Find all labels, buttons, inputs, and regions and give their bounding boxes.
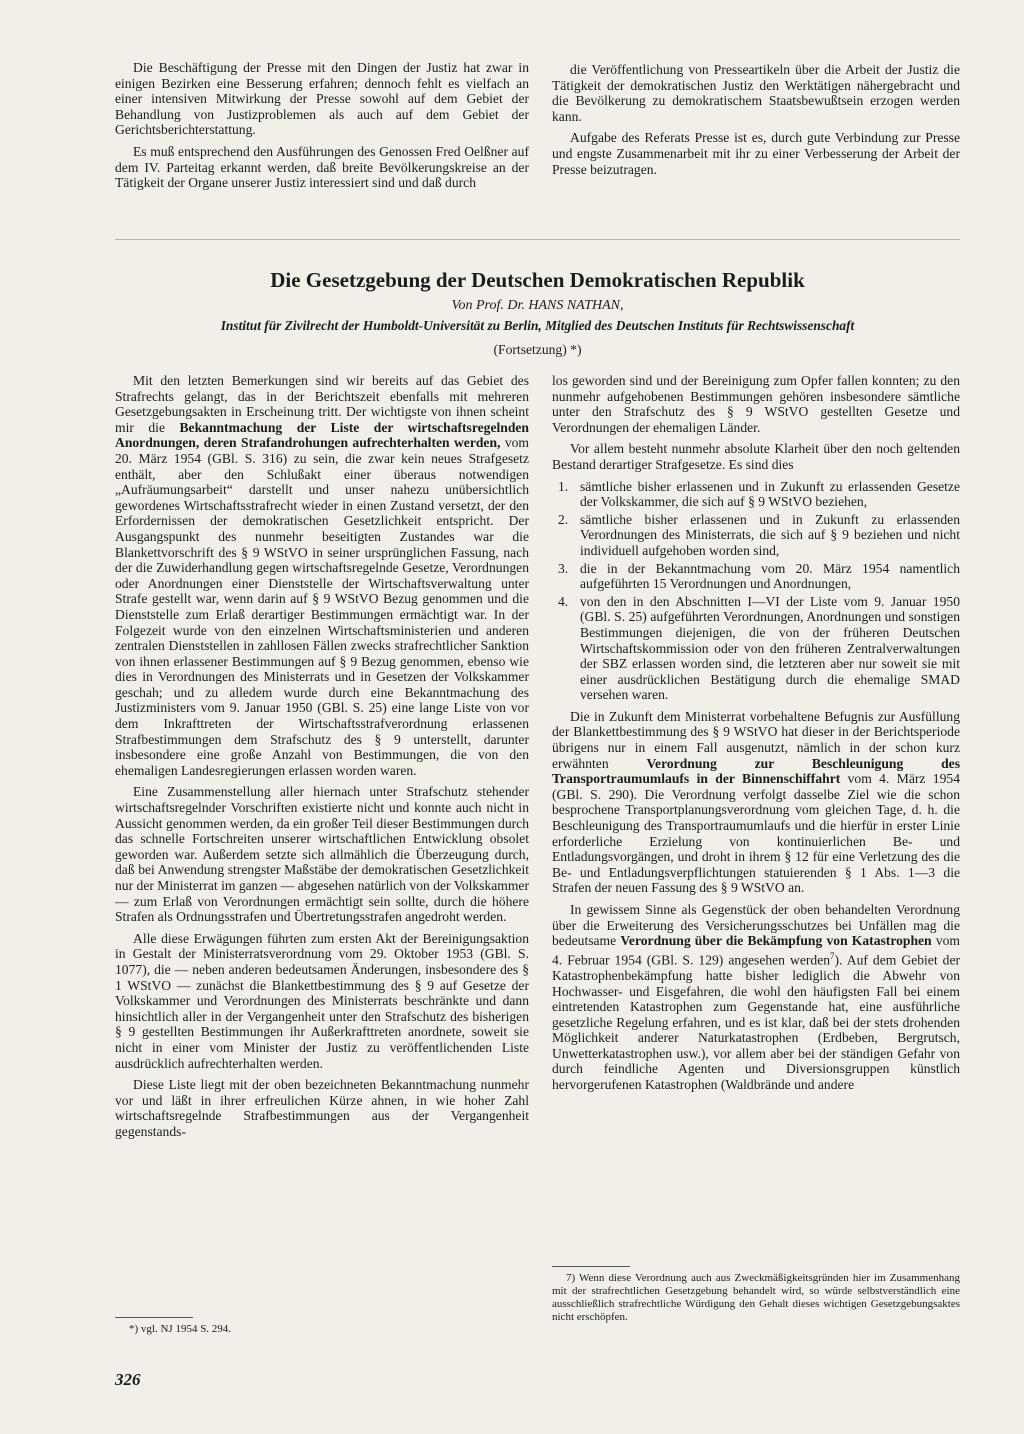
- paragraph: In gewissem Sinne als Gegenstück der oben behandelten Verordnung über die Erweiterung des Versicherungsschutzes bei Unfällen mag die bedeutsame Verordnung über die Bekämpfung von Katastrophen vom 4. Februar 1954 (GBl. S. 129) angesehen werden$^7$). Auf dem Gebiet der Katastrophenbekämpfung hatte bisher lediglich die Abwehr von Hochwasser- und Eisgefahren, die wohl den häufigsten Fall bei einem eintretenden Katastrophen zum Gegenstande hat, eine ausführliche gesetzliche Regelung erfahren, und es ist klar, daß bei der stets drohenden Möglichkeit anderer Naturkatastrophen (Erdbeben, Bergrutsch, Unwetterkatastrophen usw.), vor allem aber bei der ständigen Gefahr von durch feindliche Agenten und Diversionsgruppen künstlich hervorgerufenen Katastrophen (Waldbrände und andere: [552, 902, 961, 1093]
- paragraph: Es muß entsprechend den Ausführungen des Genossen Fred Oelßner auf dem IV. Parteitag erkannt werden, daß breite Bevölkerungskreise an der Tätigkeit der Organe unserer Justiz interessiert sind und daß durch: [115, 143, 529, 191]
- paragraph: Die Beschäftigung der Presse mit den Dingen der Justiz hat zwar in einigen Bezirken eine Besserung erfahren; dennoch fehlt es vielfach an einer intensiven Mitwirkung der Presse sowohl auf dem Gebiet der Behandlung von Justizproblemen als auch auf dem Gebiet der Gerichtsberichterstattung.: [115, 60, 529, 138]
- page-number: 326: [115, 1370, 141, 1389]
- paragraph: Diese Liste liegt mit der oben bezeichneten Bekanntmachung nunmehr vor und läßt in ihrer erfreulichen Kürze ahnen, in wie hoher Zahl wirtschaftsregelnde Strafbestimmungen aus der Vergangenheit gegenstands-: [115, 1077, 529, 1139]
- footnote: 7) Wenn diese Verordnung auch aus Zweckmäßigkeitsgründen hier im Zusammenhang mit der strafrechtlichen Gesetzgebung behandelt wird, so würde selbstverständlich eine ausschließlich strafrechtliche Würdigung den Gehalt dieses wichtigen Gesetzgebungsaktes nicht erschöpfen.: [552, 1272, 960, 1323]
- author-affiliation: Institut für Zivilrecht der Humboldt-Universität zu Berlin, Mitglied des Deutschen Instituts für Rechtswissenschaft: [220, 318, 855, 333]
- paragraph: Vor allem besteht nunmehr absolute Klarheit über den noch geltenden Bestand derartiger Strafgesetze. Es sind dies: [552, 441, 960, 472]
- numbered-list: [552, 479, 960, 703]
- top-right-column: [552, 62, 960, 183]
- article-left-column: [115, 373, 529, 1146]
- footnote-divider: [115, 1317, 193, 1318]
- paragraph: Aufgabe des Referats Presse ist es, durch gute Verbindung zur Presse und engste Zusammenarbeit mit ihr zu einer Verbesserung der Arbeit der Presse beizutragen.: [552, 130, 960, 177]
- article-right-column: [552, 373, 960, 1099]
- continuation-note: (Fortsetzung) *): [493, 342, 582, 357]
- paragraph: die Veröffentlichung von Presseartikeln über die Arbeit der Justiz die Tätigkeit der demokratischen Justiz den Werktätigen nähergebracht und die Bevölkerung zu demokratischem Staatsbewußtsein erzogen werden kann.: [552, 62, 960, 124]
- footnote: *) vgl. NJ 1954 S. 294.: [129, 1323, 232, 1335]
- list-item: 1. sämtliche bisher erlassenen und in Zukunft zu erlassenden Gesetze der Volkskammer, die sich auf § 9 WStVO beziehen,: [558, 478, 960, 510]
- paragraph: Eine Zusammenstellung aller hiernach unter Strafschutz stehender wirtschaftsregelnder Vorschriften existierte nicht und konnte auch nicht in Aussicht genommen werden, da ein großer Teil dieser Bestimmungen durch das schnelle Fortschreiten unserer wirtschaftlichen Entwicklung obsolet geworden war. Außerdem setzte sich allmählich die Überzeugung durch, daß bei Anwendung strengster Maßstäbe der demokratischen Gesetzlichkeit nur der Ministerrat im ganzen — abgesehen natürlich von der Volkskammer — zum Erlaß von Verordnungen ermächtigt sein sollte, durch die höhere Strafen als Ordnungsstrafen und Übertretungsstrafen angedroht werden.: [115, 784, 529, 925]
- paragraph: Mit den letzten Bemerkungen sind wir bereits auf das Gebiet des Strafrechts gelangt, das in der Berichtszeit ebenfalls mit mehreren Gesetzgebungsakten in Erscheinung tritt. Der wichtigste von ihnen scheint mir die Bekanntmachung der Liste der wirtschaftsregelnden Anordnungen, deren Strafandrohungen aufrechterhalten werden, vom 20. März 1954 (GBl. S. 316) zu sein, die zwar kein neues Strafgesetz enthält, aber den Schlußakt einer überaus notwendigen „Aufräumungsarbeit“ darstellt und unser nahezu unübersichtlich gewordenes Wirtschaftsstrafrecht wieder in einen Zustand versetzt, der den Erfordernissen der demokratischen Gesetzlichkeit entspricht. Der Ausgangspunkt des nunmehr beseitigten Zustandes war die Blankettvorschrift des § 9 WStVO in seiner ursprünglichen Fassung, nach der die Zuwiderhandlung gegen wirtschaftsregelnde Gesetze, Verordnungen oder Anordnungen einer Dienststelle der Wirtschaftsverwaltung unter Strafe gestellt war, wenn darin auf § 9 WStVO Bezug genommen und die Dienststelle zum Erlaß derartiger Bestimmungen ermächtigt war. In der Folgezeit wurde von den einzelnen Wirtschaftsministerien und anderen zentralen Dienststellen in zahllosen Fällen zwecks strafrechtlicher Sanktion von ihnen erlassener Bestimmungen auf § 9 Bezug genommen, ebenso wie dies in Verordnungen des Ministerrats und in Gesetzen der Volkskammer geschah; und zu alledem wurde durch eine Bekanntmachung des Justizministers vom 9. Januar 1950 (GBl. S. 25) eine lange Liste von vor dem Inkrafttreten der Wirtschaftsstrafverordnung erlassenen Strafbestimmungen dem Strafschutz des § 9 unterstellt, darunter insbesondere eine große Anzahl von Bestimmungen, die von den ehemaligen Landesregierungen erlassen worden waren.: [115, 373, 529, 778]
- list-item: 4. von den in den Abschnitten I—VI der Liste vom 9. Januar 1950 (GBl. S. 25) aufgeführten Verordnungen, Anordnungen und sonstigen Bestimmungen diejenigen, die von der früheren Deutschen Wirtschaftskommission oder von den früheren Zentralverwaltungen der SBZ erlassen worden sind, die letzteren aber nur soweit sie mit einer ausdrücklichen Bestätigung durch die ehemalige SMAD versehen waren.: [558, 593, 960, 703]
- article-title: Die Gesetzgebung der Deutschen Demokratischen Republik: [270, 268, 805, 292]
- top-left-column: [115, 60, 529, 197]
- list-item: 3. die in der Bekanntmachung vom 20. März 1954 namentlich aufgeführten 15 Verordnungen und Anordnungen,: [558, 560, 960, 592]
- section-divider: [115, 239, 960, 240]
- list-item: 2. sämtliche bisher erlassenen und in Zukunft zu erlassenden Verordnungen des Ministerrats, die sich auf § 9 beziehen und nicht individuell aufgehoben worden sind,: [558, 511, 960, 558]
- paragraph: Alle diese Erwägungen führten zum ersten Akt der Bereinigungsaktion in Gestalt der Ministerratsverordnung vom 29. Oktober 1953 (GBl. S. 1077), die — neben anderen bedeutsamen Änderungen, insbesondere des § 1 WStVO — zunächst die Blankettbestimmung des § 9 auf Gesetze der Volkskammer und Verordnungen des Ministerrats beschränkte und dann hinsichtlich aller in der Vergangenheit unter den Strafschutz des bisherigen § 9 gestellten Bestimmungen ihr Außerkrafttreten anordnete, soweit sie nicht in einer vom Minister der Justiz zu veröffentlichenden Liste ausdrücklich aufrechterhalten werden.: [115, 930, 529, 1071]
- paragraph: Die in Zukunft dem Ministerrat vorbehaltene Befugnis zur Ausfüllung der Blankettbestimmung des § 9 WStVO hat dieser in der Berichtsperiode übrigens nur in einem Fall ausgenutzt, nämlich in der schon kurz erwähnten Verordnung zur Beschleunigung des Transportraumumlaufs in der Binnenschiffahrt vom 4. März 1954 (GBl. S. 290). Die Verordnung verfolgt dasselbe Ziel wie die schon besprochene Transportplanungsverordnung vom gleichen Tage, d. h. die Beschleunigung des Transportraumumlaufs und die hierfür in erster Linie erforderliche Erzielung von kontinuierlichen Be- und Entladungsvorgängen, und droht in ihrem § 12 für eine Verletzung des die Be- und Entladungsverpflichtungen statuierenden § 1 Abs. 1—3 die Strafen der neuen Fassung des § 9 WStVO an.: [552, 708, 961, 896]
- paragraph: los geworden sind und der Bereinigung zum Opfer fallen konnten; zu den nunmehr aufgehobenen Bestimmungen gehören insbesondere sämtliche unter den Strafschutz des § 9 WStVO gestellten Gesetze und Verordnungen der ehemaligen Länder.: [552, 373, 960, 435]
- footnote-divider: [552, 1266, 630, 1267]
- article-author: Von Prof. Dr. HANS NATHAN,: [451, 298, 624, 313]
